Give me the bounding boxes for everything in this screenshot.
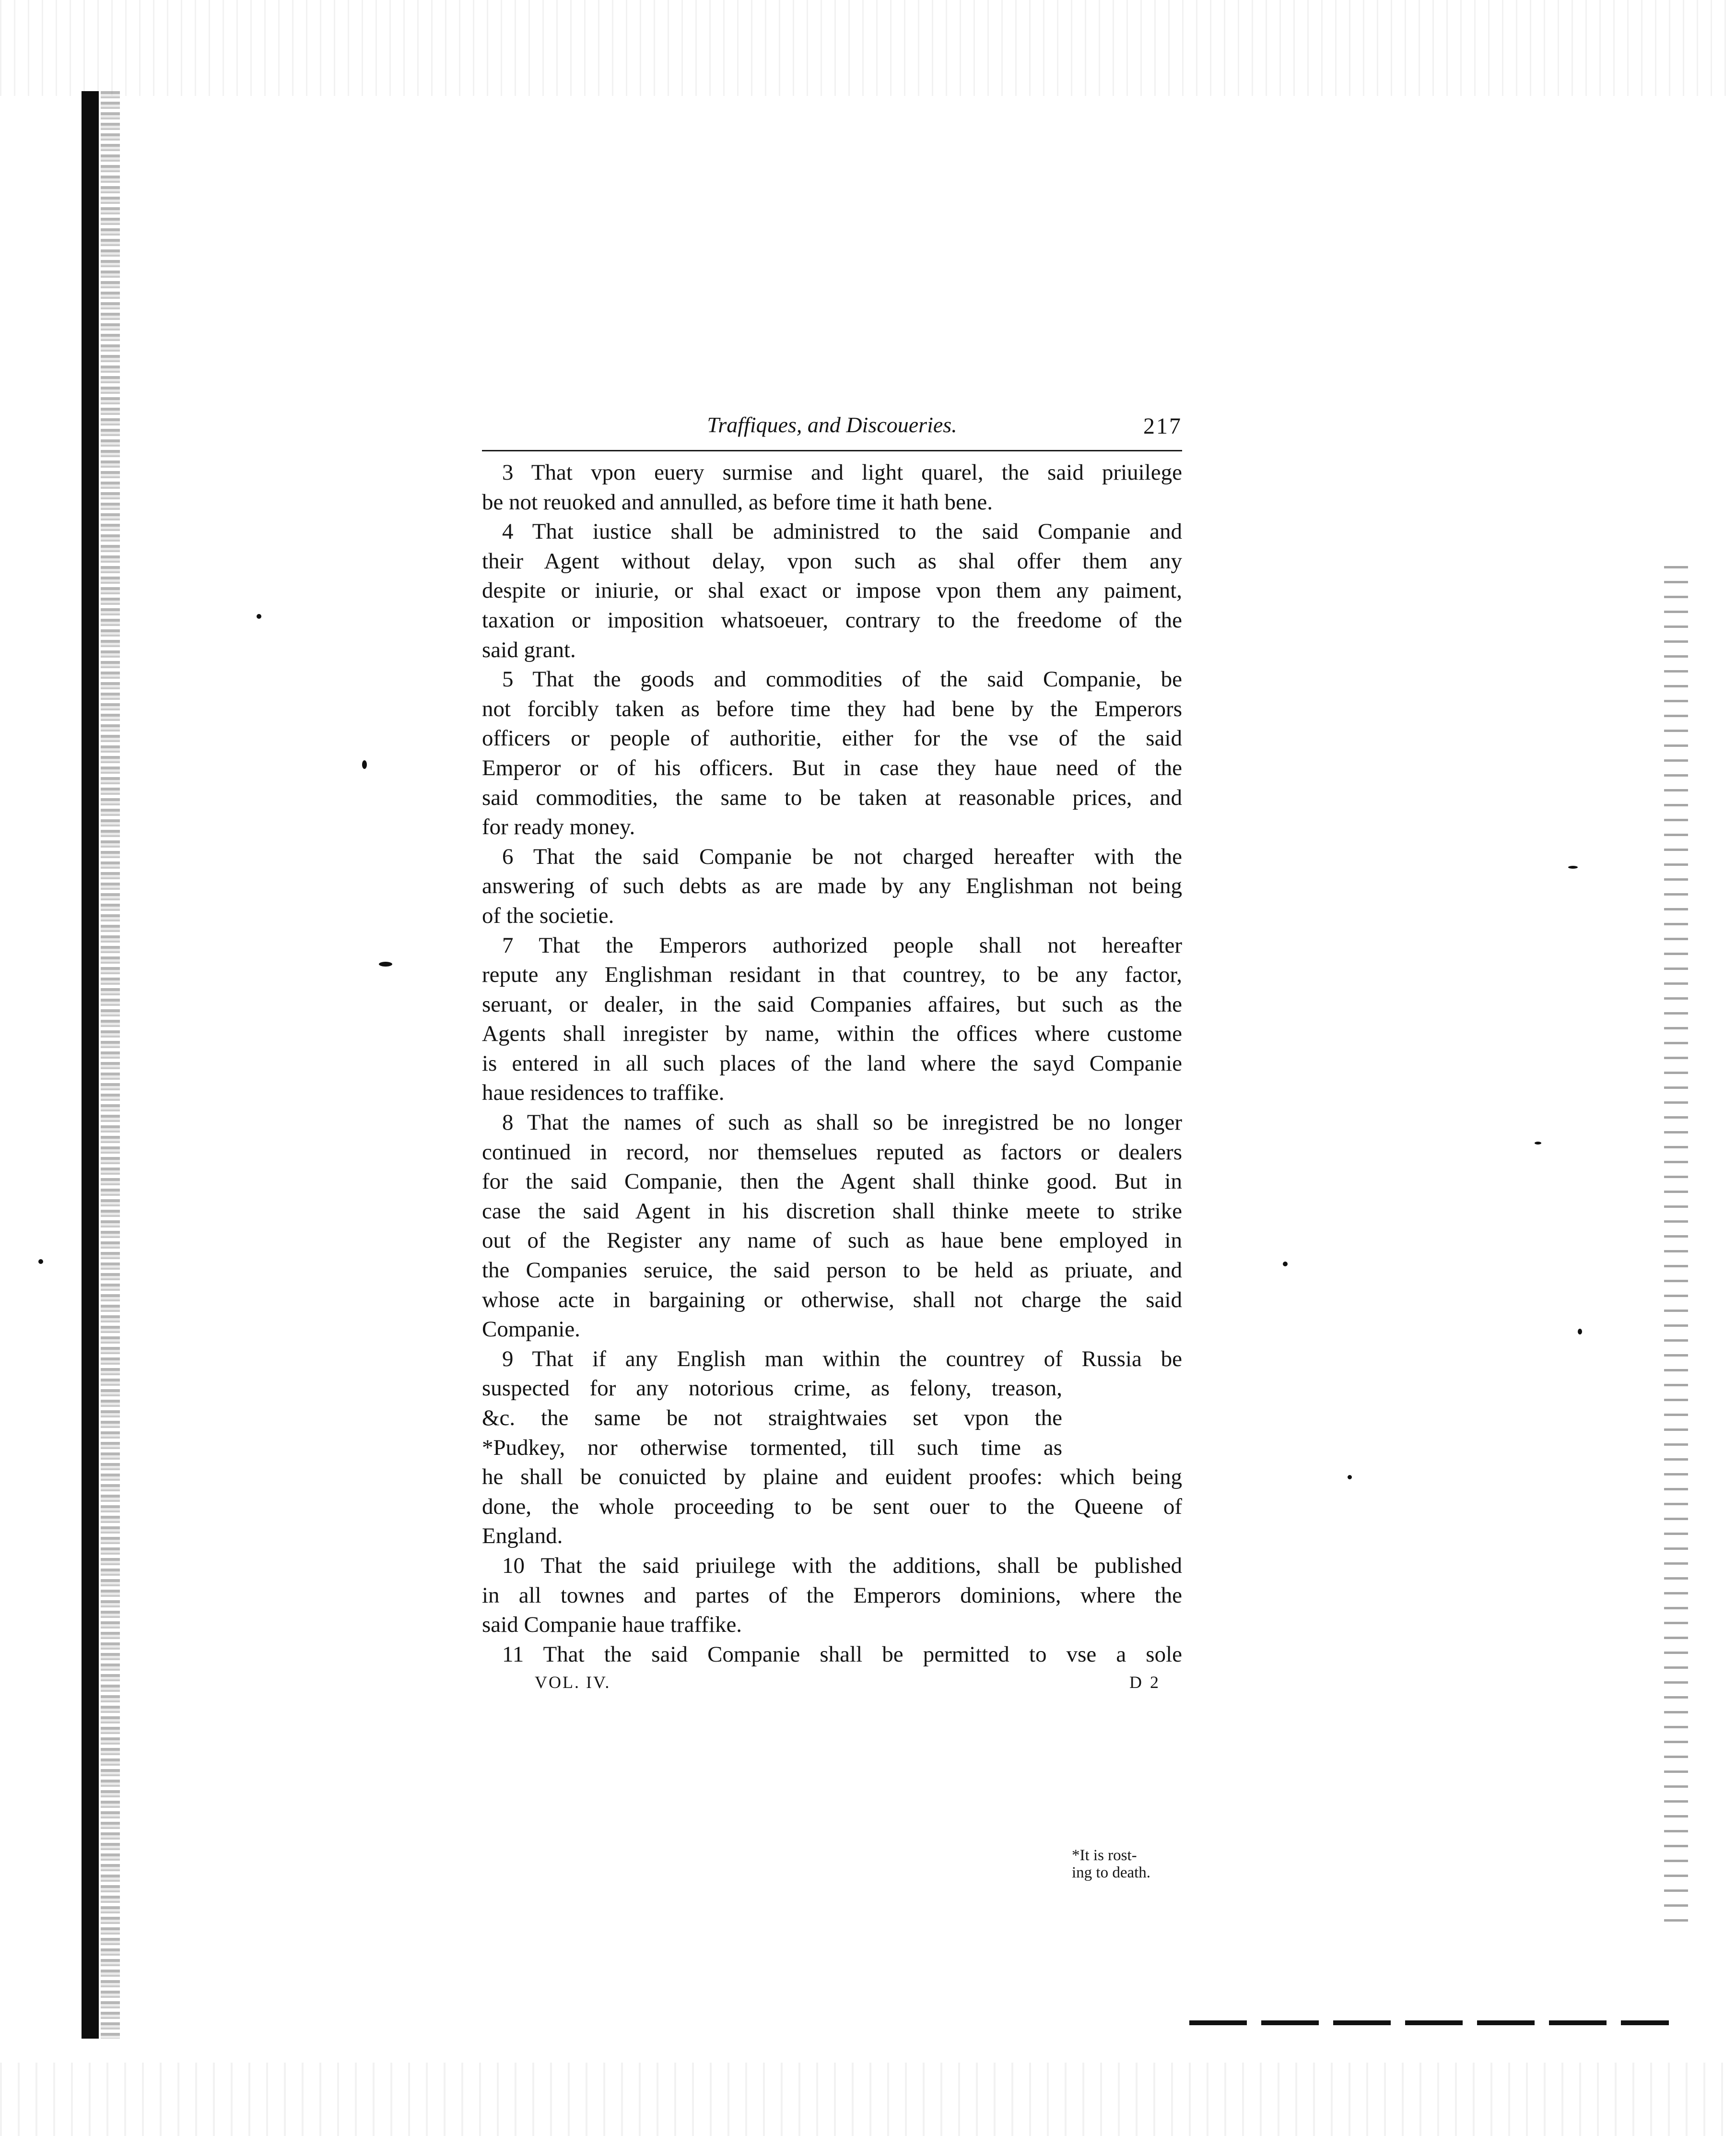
- scan-speck: [1535, 1142, 1541, 1145]
- text-line: 3 That vpon euery surmise and light quarel, the said priuilege: [502, 460, 1182, 485]
- signature-mark: D 2: [1129, 1673, 1161, 1692]
- text-line: Companie.: [482, 1317, 580, 1342]
- text-line: officers or people of authoritie, either for the vse of the said: [482, 726, 1182, 751]
- text-line: case the said Agent in his discretion shall thinke meete to strike: [482, 1198, 1182, 1224]
- scan-speck: [1578, 1329, 1582, 1334]
- text-line: seruant, or dealer, in the said Companies affaires, but such as the: [482, 991, 1182, 1017]
- text-line: in all townes and partes of the Emperors dominions, where the: [482, 1582, 1182, 1608]
- scan-speck: [1283, 1262, 1288, 1266]
- volume-label: VOL. IV.: [535, 1673, 611, 1692]
- text-line: *Pudkey, nor otherwise tormented, till such time as: [482, 1435, 1062, 1460]
- scan-gutter-shadow: [82, 91, 99, 2039]
- scan-bottom-rule: [1189, 2020, 1669, 2025]
- text-line: haue residences to traffike.: [482, 1080, 725, 1106]
- scan-gutter-noise: [101, 91, 120, 2039]
- scan-speck: [38, 1259, 43, 1264]
- paragraph-10: [482, 1551, 1182, 1640]
- text-line: suspected for any notorious crime, as felony, treason,: [482, 1376, 1062, 1401]
- text-line: England.: [482, 1523, 563, 1549]
- page-header: [482, 410, 1182, 446]
- scan-speck: [362, 760, 367, 769]
- scan-bottom-noise: [0, 2063, 1736, 2136]
- header-rule: [482, 450, 1182, 451]
- text-line: Agents shall inregister by name, within the offices where custome: [482, 1021, 1182, 1047]
- paragraph-9: [482, 1345, 1182, 1551]
- text-line: 4 That iustice shall be administred to the said Companie and: [502, 519, 1182, 544]
- scan-speck: [1568, 866, 1578, 869]
- text-line: 10 That the said priuilege with the additions, shall be published: [502, 1553, 1182, 1578]
- text-line: 9 That if any English man within the countrey of Russia be: [502, 1346, 1182, 1371]
- paragraph-6: [482, 842, 1182, 931]
- text-line: 8 That the names of such as shall so be inregistred be no longer: [502, 1110, 1182, 1135]
- paragraph-7: [482, 931, 1182, 1109]
- text-line: taxation or imposition whatsoeuer, contrary to the freedome of the: [482, 607, 1182, 633]
- paragraph-8: [482, 1108, 1182, 1345]
- text-line: answering of such debts as are made by any Englishman not being: [482, 873, 1182, 899]
- running-head: Traffiques, and Discoueries.: [707, 413, 957, 437]
- text-line: Emperor or of his officers. But in case they haue need of the: [482, 755, 1182, 780]
- scan-speck: [379, 962, 392, 967]
- text-line: said grant.: [482, 637, 576, 662]
- page-number: 217: [1143, 413, 1182, 439]
- text-line: done, the whole proceeding to be sent ouer to the Queene of: [482, 1494, 1182, 1519]
- scan-top-noise: [0, 0, 1736, 96]
- paragraph-5: [482, 665, 1182, 842]
- scan-speck: [1348, 1475, 1352, 1479]
- paragraph-3: [482, 458, 1182, 517]
- text-line: 7 That the Emperors authorized people shall not hereafter: [502, 932, 1182, 958]
- paragraph-4: [482, 517, 1182, 665]
- text-line: said Companie haue traffike.: [482, 1612, 742, 1638]
- marginal-note: [1072, 1847, 1192, 1881]
- text-line: repute any Englishman residant in that countrey, to be any factor,: [482, 962, 1182, 988]
- text-line: for ready money.: [482, 814, 635, 840]
- paragraph-11: [482, 1640, 1182, 1670]
- text-line: of the societie.: [482, 903, 614, 928]
- text-line: their Agent without delay, vpon such as shal offer them any: [482, 548, 1182, 574]
- text-line: 6 That the said Companie be not charged hereafter with the: [502, 844, 1182, 869]
- text-line: for the said Companie, then the Agent shall thinke good. But in: [482, 1169, 1182, 1194]
- marginal-note-line: ing to death.: [1072, 1864, 1151, 1881]
- marginal-note-line: *It is rost-: [1072, 1847, 1137, 1864]
- text-line: said commodities, the same to be taken at reasonable prices, and: [482, 785, 1182, 810]
- text-line: not forcibly taken as before time they had bene by the Emperors: [482, 696, 1182, 721]
- text-line: is entered in all such places of the land where the sayd Companie: [482, 1050, 1182, 1076]
- text-line: be not reuoked and annulled, as before time it hath bene.: [482, 489, 993, 515]
- scan-right-edge-noise: [1664, 566, 1688, 1933]
- text-line: despite or iniurie, or shal exact or impose vpon them any paiment,: [482, 578, 1182, 603]
- book-page: [482, 410, 1182, 1881]
- text-line: whose acte in bargaining or otherwise, shall not charge the said: [482, 1287, 1182, 1312]
- text-line: he shall be conuicted by plaine and euident proofes: which being: [482, 1464, 1182, 1490]
- text-line: &c. the same be not straightwaies set vpon the: [482, 1405, 1062, 1430]
- text-line: continued in record, nor themselues reputed as factors or dealers: [482, 1139, 1182, 1165]
- page-footer: [482, 1672, 1182, 1701]
- text-line: out of the Register any name of such as haue bene employed in: [482, 1228, 1182, 1253]
- text-line: 11 That the said Companie shall be permitted to vse a sole: [502, 1641, 1182, 1667]
- text-line: the Companies seruice, the said person to be held as priuate, and: [482, 1258, 1182, 1283]
- text-line: 5 That the goods and commodities of the said Companie, be: [502, 667, 1182, 692]
- scan-speck: [257, 614, 261, 619]
